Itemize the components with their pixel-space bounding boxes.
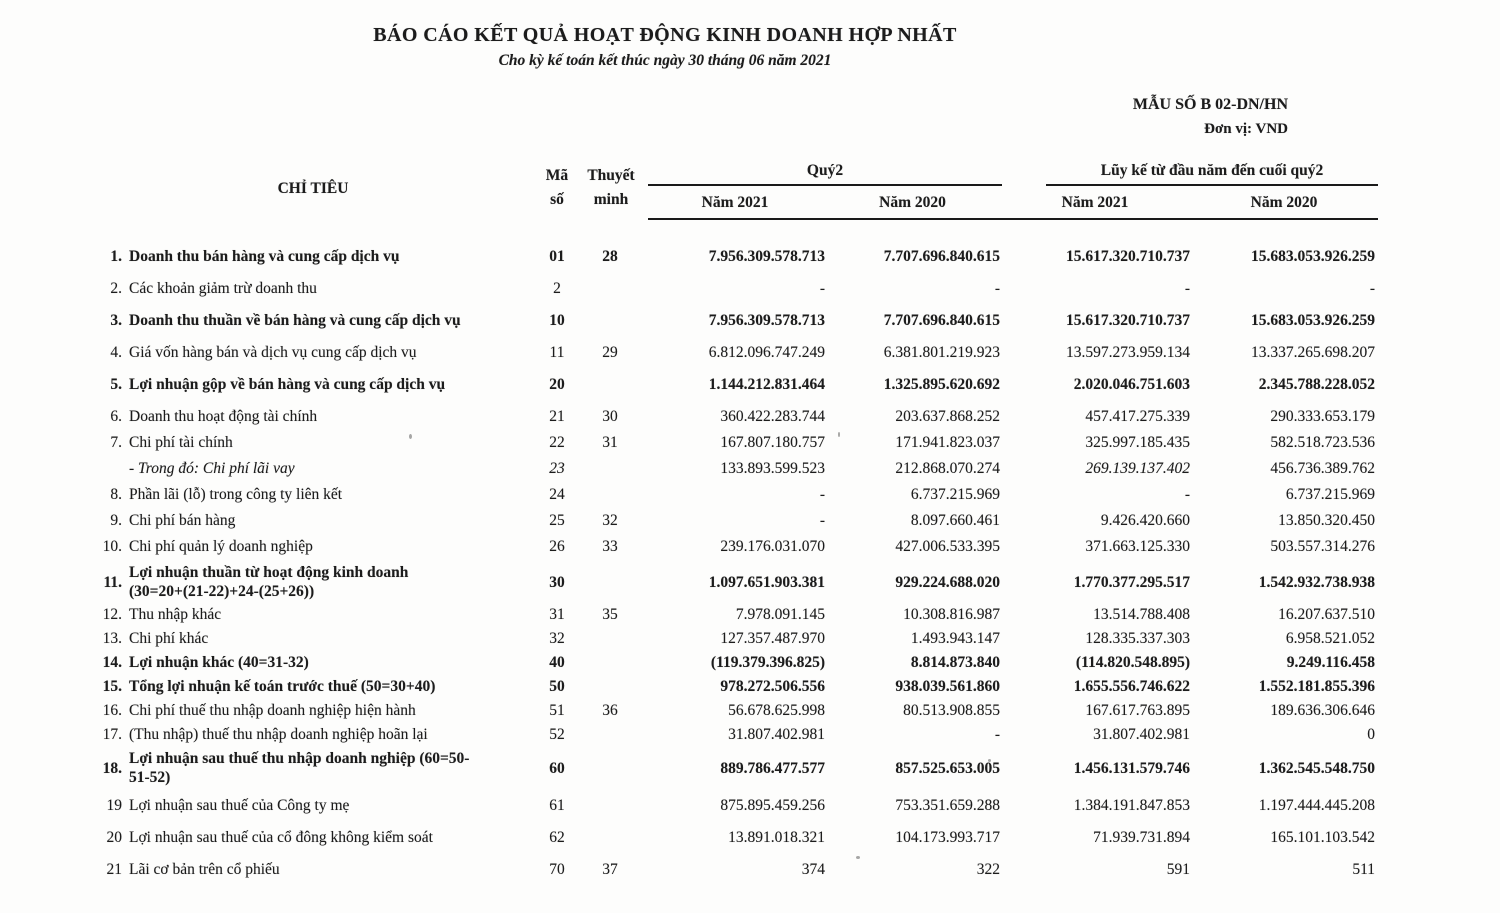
value-cell: 31.807.402.981 [728,726,825,743]
value-cell: 1.144.212.831.464 [708,376,825,393]
page-title: BÁO CÁO KẾT QUẢ HOẠT ĐỘNG KINH DOANH HỢP NHẤT [373,24,957,46]
value-cell: 511 [1352,861,1375,878]
row-label: Giá vốn hàng bán và dịch vụ cung cấp dịch vụ [129,344,417,361]
value-cell: 104.173.993.717 [895,829,1000,846]
row-label: Doanh thu hoạt động tài chính [129,408,318,425]
value-cell: 189.636.306.646 [1270,702,1375,719]
value-cell: 7.978.091.145 [735,606,825,623]
row-label: Phần lãi (lỗ) trong công ty liên kết [129,486,343,503]
note-cell: 29 [602,344,618,361]
value-cell: 212.868.070.274 [895,460,1000,477]
value-cell: 15.683.053.926.259 [1251,248,1375,265]
value-cell: - [1184,486,1190,503]
scan-artifact [409,434,412,439]
value-cell: 128.335.337.303 [1085,630,1190,647]
table-row [92,860,1408,879]
row-label: Các khoản giảm trừ doanh thu [129,280,317,297]
value-cell: 15.683.053.926.259 [1251,312,1375,329]
value-cell: - [819,486,825,503]
row-number: 17. [102,726,122,743]
value-cell: (119.379.396.825) [710,654,825,671]
table-body [92,247,1408,879]
value-cell: 325.997.185.435 [1085,434,1190,451]
row-number: 13. [102,630,122,647]
table-row [92,563,1408,601]
value-cell: 1.552.181.855.396 [1258,678,1375,695]
code-cell: 31 [549,606,565,623]
column-header-criteria: CHỈ TIÊU [277,180,349,197]
note-cell: 33 [602,538,618,555]
code-cell: 22 [549,434,565,451]
table-row [92,511,1408,530]
row-label: Chi phí bán hàng [129,512,236,529]
value-cell: 13.514.788.408 [1093,606,1190,623]
row-number: 12. [102,606,122,623]
table-header [0,160,1500,246]
currency-unit: Đơn vị: VND [1204,121,1288,137]
table-row [92,459,1408,478]
table-row [92,725,1408,744]
value-cell: 71.939.731.894 [1093,829,1190,846]
value-cell: 6.737.215.969 [1285,486,1375,503]
row-number: 3. [110,312,122,329]
table-row [92,828,1408,847]
value-cell: 1.493.943.147 [910,630,1000,647]
table-row [92,375,1408,394]
value-cell: 457.417.275.339 [1085,408,1190,425]
note-cell: 36 [602,702,618,719]
note-cell: 35 [602,606,618,623]
table-row [92,433,1408,452]
code-cell: 25 [549,512,565,529]
code-cell: 40 [549,654,565,671]
row-label: Doanh thu thuần về bán hàng và cung cấp dịch vụ [129,312,461,329]
note-cell: 31 [602,434,618,451]
value-cell: 6.958.521.052 [1285,630,1375,647]
value-cell: 503.557.314.276 [1270,538,1375,555]
value-cell: 2.020.046.751.603 [1073,376,1190,393]
code-cell: 62 [549,829,565,846]
value-cell: 7.956.309.578.713 [708,248,825,265]
page-subtitle: Cho kỳ kế toán kết thúc ngày 30 tháng 06 năm 2021 [498,52,832,69]
value-cell: 13.850.320.450 [1278,512,1375,529]
row-label: Tổng lợi nhuận kế toán trước thuế (50=30+40) [129,678,436,695]
row-number: 16. [102,702,122,719]
value-cell: 6.812.096.747.249 [708,344,825,361]
value-cell: 1.362.545.548.750 [1258,759,1375,777]
value-cell: 753.351.659.288 [895,797,1000,814]
column-header-year-2020-q2: Năm 2020 [879,194,946,211]
code-cell: 01 [549,248,565,265]
code-cell: 30 [549,573,565,591]
column-header-note: Thuyết minh [587,167,635,208]
value-cell: 1.655.556.746.622 [1073,678,1190,695]
table-row [92,343,1408,362]
value-cell: 0 [1367,726,1375,743]
code-cell: 51 [549,702,565,719]
value-cell: 167.617.763.895 [1085,702,1190,719]
note-cell: 30 [602,408,618,425]
value-cell: 582.518.723.536 [1270,434,1375,451]
value-cell: 239.176.031.070 [720,538,825,555]
row-number: 18. [102,759,122,777]
value-cell: 7.707.696.840.615 [883,248,1000,265]
code-cell: 24 [549,486,565,503]
code-cell: 52 [549,726,565,743]
scan-artifact [856,856,860,859]
table-row [92,247,1408,266]
code-cell: 10 [549,312,565,329]
value-cell: - [994,280,1000,297]
value-cell: 889.786.477.577 [720,759,825,777]
value-cell: 7.956.309.578.713 [708,312,825,329]
row-label: Lợi nhuận sau thuế của Công ty mẹ [129,797,350,814]
value-cell: 56.678.625.998 [728,702,825,719]
value-cell: 875.895.459.256 [720,797,825,814]
table-row [92,677,1408,696]
row-number: 15. [102,678,122,695]
column-group-ytd: Lũy kế từ đầu năm đến cuối quý2 [1046,162,1378,186]
value-cell: 9.249.116.458 [1286,654,1375,671]
row-label: Thu nhập khác [129,606,222,623]
row-label: Chi phí thuế thu nhập doanh nghiệp hiện hành [129,702,416,719]
table-row [92,701,1408,720]
column-header-year-2021-ytd: Năm 2021 [1061,194,1129,211]
value-cell: 127.357.487.970 [720,630,825,647]
scan-artifact [838,432,840,437]
table-row [92,311,1408,330]
table-row [92,749,1408,787]
value-cell: (114.820.548.895) [1075,654,1190,671]
row-label: Lợi nhuận thuần từ hoạt động kinh doanh (30=20+(21-22)+24-(25+26)) [129,564,409,600]
value-cell: 1.097.651.903.381 [708,573,825,591]
value-cell: 322 [976,861,1000,878]
value-cell: 16.207.637.510 [1278,606,1375,623]
column-header-year-2021-q2: Năm 2021 [701,194,769,211]
column-header-code: Mã số [545,167,569,208]
row-number: 10. [102,538,122,555]
row-label: - Trong đó: Chi phí lãi vay [129,460,295,477]
scan-artifact [988,759,991,762]
value-cell: - [994,726,1000,743]
column-group-quarter2: Quý2 [648,162,1002,186]
value-cell: 1.542.932.738.938 [1258,573,1375,591]
value-cell: 13.597.273.959.134 [1066,344,1190,361]
row-number: 21 [106,861,122,878]
note-cell: 32 [602,512,618,529]
code-cell: 20 [549,376,565,393]
row-number: 6. [110,408,122,425]
value-cell: 929.224.688.020 [895,573,1000,591]
value-cell: - [1369,280,1375,297]
value-cell: 167.807.180.757 [720,434,825,451]
value-cell: 360.422.283.744 [720,408,825,425]
value-cell: 8.814.873.840 [910,654,1000,671]
value-cell: 171.941.823.037 [895,434,1000,451]
note-cell: 37 [602,861,618,878]
note-cell: 28 [602,248,618,265]
code-cell: 26 [549,538,565,555]
table-row [92,407,1408,426]
table-row [92,485,1408,504]
value-cell: 133.893.599.523 [720,460,825,477]
value-cell: 10.308.816.987 [903,606,1000,623]
table-row [92,653,1408,672]
code-cell: 2 [553,280,561,297]
value-cell: 8.097.660.461 [910,512,1000,529]
form-info-block [1133,92,1288,142]
value-cell: 269.139.137.402 [1085,460,1190,477]
table-row [92,796,1408,815]
value-cell: 31.807.402.981 [1093,726,1190,743]
row-number: 2. [110,280,122,297]
row-label: (Thu nhập) thuế thu nhập doanh nghiệp hoãn lại [129,726,428,743]
row-label: Lợi nhuận gộp về bán hàng và cung cấp dịch vụ [129,376,446,393]
form-number: MẪU SỐ B 02-DN/HN [1132,96,1288,113]
row-number: 5. [110,376,122,393]
column-header-year-2020-ytd: Năm 2020 [1250,194,1318,211]
row-number: 19 [106,797,122,814]
row-number: 20 [106,829,122,846]
value-cell: 978.272.506.556 [720,678,825,695]
value-cell: 15.617.320.710.737 [1066,312,1190,329]
code-cell: 60 [549,759,565,777]
value-cell: 1.384.191.847.853 [1073,797,1190,814]
value-cell: 1.770.377.295.517 [1073,573,1190,591]
value-cell: 591 [1166,861,1190,878]
code-cell: 50 [549,678,565,695]
value-cell: - [1184,280,1190,297]
row-number: 1. [110,248,122,265]
value-cell: 938.039.561.860 [895,678,1000,695]
row-number: 8. [110,486,122,503]
value-cell: 203.637.868.252 [895,408,1000,425]
row-number: 9. [110,512,122,529]
row-label: Chi phí quản lý doanh nghiệp [129,538,313,555]
value-cell: 374 [801,861,825,878]
value-cell: 80.513.908.855 [903,702,1000,719]
row-label: Lợi nhuận sau thuế thu nhập doanh nghiệp (60=50- 51-52) [129,750,470,786]
value-cell: 6.381.801.219.923 [883,344,1000,361]
value-cell: 857.525.653.005 [895,759,1000,777]
header-rule [648,218,1378,220]
row-label: Lợi nhuận sau thuế của cổ đông không kiểm soát [129,829,433,846]
value-cell: 371.663.125.330 [1085,538,1190,555]
table-row [92,629,1408,648]
value-cell: 165.101.103.542 [1270,829,1375,846]
code-cell: 61 [549,797,565,814]
row-number: 14. [102,654,122,671]
row-number: 4. [110,344,122,361]
row-label: Doanh thu bán hàng và cung cấp dịch vụ [129,248,400,265]
value-cell: - [819,512,825,529]
row-number: 11. [103,573,122,591]
value-cell: 427.006.533.395 [895,538,1000,555]
value-cell: 7.707.696.840.615 [883,312,1000,329]
row-label: Chi phí tài chính [129,434,233,451]
row-label: Lợi nhuận khác (40=31-32) [129,654,309,671]
table-row [92,279,1408,298]
code-cell: 21 [549,408,565,425]
value-cell: 13.337.265.698.207 [1251,344,1375,361]
value-cell: 15.617.320.710.737 [1066,248,1190,265]
row-label: Chi phí khác [129,630,209,647]
row-number: 7. [110,434,122,451]
row-label: Lãi cơ bản trên cổ phiếu [129,861,280,878]
value-cell: - [819,280,825,297]
table-row [92,605,1408,624]
value-cell: 1.197.444.445.208 [1258,797,1375,814]
value-cell: 13.891.018.321 [728,829,825,846]
value-cell: 6.737.215.969 [910,486,1000,503]
value-cell: 2.345.788.228.052 [1258,376,1375,393]
table-row [92,537,1408,556]
value-cell: 456.736.389.762 [1270,460,1375,477]
code-cell: 11 [549,344,565,361]
value-cell: 290.333.653.179 [1270,408,1375,425]
code-cell: 23 [549,460,565,477]
value-cell: 9.426.420.660 [1100,512,1190,529]
value-cell: 1.325.895.620.692 [883,376,1000,393]
code-cell: 70 [549,861,565,878]
code-cell: 32 [549,630,565,647]
value-cell: 1.456.131.579.746 [1073,759,1190,777]
